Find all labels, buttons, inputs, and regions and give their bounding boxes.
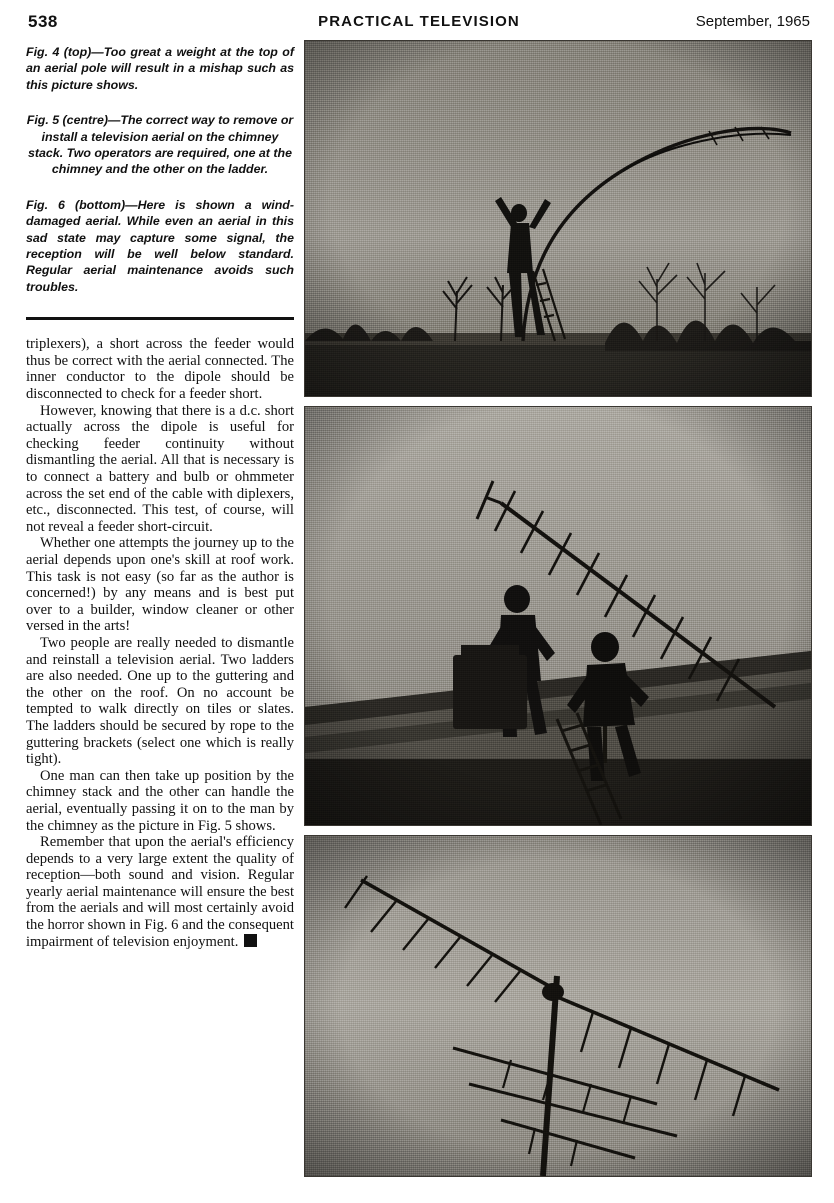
article-paragraph: Two people are really needed to dismantle and reinstall a television aerial. Two ladders are also needed. One up to the guttering and the other on the roof. On no account be tempted to walk directly on tiles or slates. The ladders should be secured by rope to the guttering brackets (select one which is really tight). <box>26 634 294 768</box>
wind-damaged-aerial-artwork <box>305 836 811 1176</box>
figure-4-caption: Fig. 4 (top)—Too great a weight at the top of an aerial pole will result in a mishap such as this picture shows. <box>26 45 294 92</box>
publication-title: PRACTICAL TELEVISION <box>318 13 520 30</box>
article-paragraph-last <box>26 834 294 950</box>
article-paragraph-text: Remember that upon the aerial's efficiency depends to a very large extent the quality of reception—both sound and vision. Regular yearly aerial maintenance will ensure the best from the aerials and will most certainly avoid the horror shown in Fig. 6 and the consequent impairment of television enjoyment. <box>26 834 294 950</box>
figure-5-caption: Fig. 5 (centre)—The correct way to remove or install a television aerial on the chimney stack. Two operators are required, one at the chimney and the other on the ladder. <box>26 113 294 177</box>
article-paragraph: One man can then take up position by the chimney stack and the other can handle the aerial, eventually passing it on to the man by the chimney as the picture in Fig. 5 shows. <box>26 767 294 834</box>
page-number: 538 <box>28 12 58 31</box>
section-divider <box>26 317 294 320</box>
chimney-aerial-install-artwork <box>305 407 811 825</box>
aerial-pole-mishap-artwork <box>305 41 811 396</box>
aerial-pole-mishap-photo <box>304 40 812 397</box>
issue-date: September, 1965 <box>695 13 810 30</box>
chimney-aerial-install-photo <box>304 406 812 826</box>
left-column <box>26 44 294 950</box>
article-body <box>26 336 294 950</box>
end-of-article-mark <box>244 934 257 947</box>
article-paragraph: Whether one attempts the journey up to the aerial depends upon one's skill at roof work. This task is not easy (so far as the author is concerned!) by any means and is best put over to a builder, window cleaner or other versed in the arts! <box>26 535 294 635</box>
article-paragraph: triplexers), a short across the feeder would thus be correct with the aerial connected. The inner conductor to the dipole should be disconnected to check for a feeder short. <box>26 336 294 403</box>
running-head <box>28 12 810 34</box>
wind-damaged-aerial-photo <box>304 835 812 1177</box>
article-paragraph: However, knowing that there is a d.c. short actually across the dipole is useful for checking feeder continuity without dismantling the aerial. All that is necessary is to connect a battery and bulb or ohmmeter across the set end of the cable with diplexers, etc., disconnected. This test, of course, will not reveal a feeder short-circuit. <box>26 402 294 535</box>
photo-column <box>304 40 810 1186</box>
figure-6-caption: Fig. 6 (bottom)—Here is shown a wind-damaged aerial. While even an aerial in this sad state may capture some signal, the reception will be well below standard. Regular aerial maintenance avoids such troubles. <box>26 197 294 294</box>
